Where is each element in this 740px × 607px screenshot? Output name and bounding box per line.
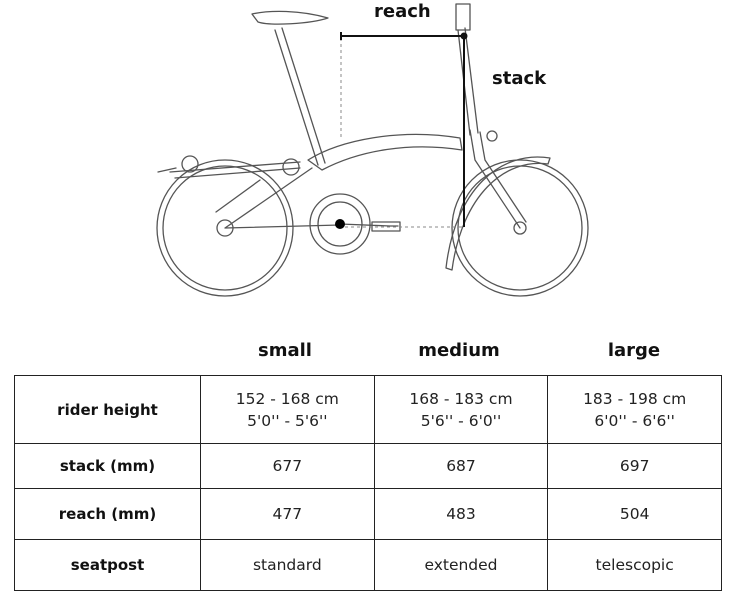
row-label-seatpost: seatpost — [15, 540, 201, 591]
column-header-large: large — [607, 340, 661, 361]
table-cell — [201, 376, 375, 444]
cell-line: 5'0'' - 5'6'' — [247, 411, 328, 430]
handlebar — [456, 4, 470, 30]
cell-line: 152 - 168 cm — [235, 389, 339, 408]
row-label-stack: stack (mm) — [15, 444, 201, 489]
stack-label: stack — [492, 68, 547, 89]
front-fender — [446, 157, 550, 270]
row-label-reach: reach (mm) — [15, 489, 201, 540]
table-cell: standard — [201, 540, 375, 591]
rack-roller-right-icon — [283, 159, 299, 175]
main-frame — [308, 134, 462, 170]
chain-stay — [216, 168, 340, 228]
rear-rack — [158, 162, 300, 178]
cell-line: 168 - 183 cm — [409, 389, 513, 408]
table-cell: 504 — [548, 489, 722, 540]
table-cell: 677 — [201, 444, 375, 489]
saddle — [252, 11, 328, 24]
table-cell: 483 — [374, 489, 548, 540]
table-cell: telescopic — [548, 540, 722, 591]
stem — [458, 28, 478, 135]
cell-line: 5'6'' - 6'0'' — [420, 411, 502, 430]
table-row — [15, 376, 722, 444]
column-header-medium: medium — [418, 340, 500, 361]
bottom-bracket-point — [335, 219, 345, 229]
fork — [470, 130, 526, 228]
cell-line: 6'0'' - 6'6'' — [594, 411, 675, 430]
stack-top-point — [461, 33, 468, 40]
size-table — [14, 375, 722, 591]
row-label-rider-height: rider height — [15, 376, 201, 444]
table-row — [15, 444, 722, 489]
table-row — [15, 489, 722, 540]
table-cell — [374, 376, 548, 444]
seat-tube — [275, 28, 325, 165]
table-row — [15, 540, 722, 591]
table-cell: 687 — [374, 444, 548, 489]
table-cell — [548, 376, 722, 444]
table-cell: 477 — [201, 489, 375, 540]
table-cell: 697 — [548, 444, 722, 489]
cell-line: 183 - 198 cm — [583, 389, 687, 408]
reach-label: reach — [374, 1, 431, 22]
column-header-small: small — [258, 340, 312, 361]
table-cell: extended — [374, 540, 548, 591]
